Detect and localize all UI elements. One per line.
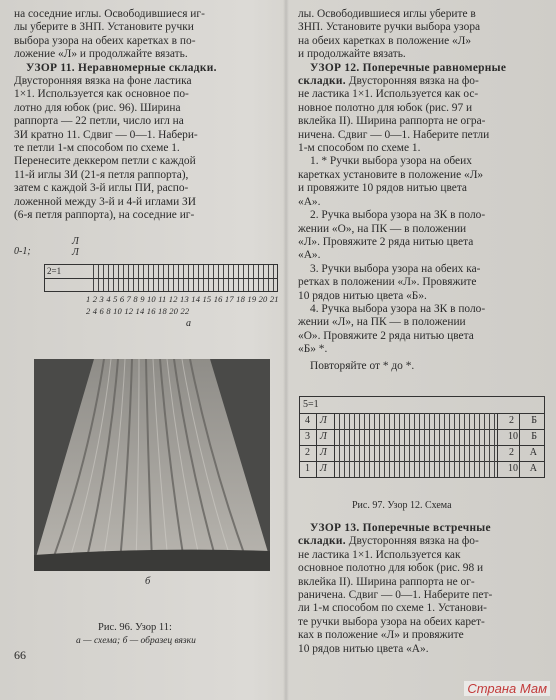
row-count: 2: [509, 447, 514, 458]
schema-97: [299, 390, 547, 490]
mark-letter: Л: [72, 236, 79, 247]
row-count: 10: [508, 431, 518, 442]
row-mark: Л: [320, 463, 327, 474]
repeat-instruction: Повторяйте от * до *.: [310, 359, 415, 372]
pattern-12-title: УЗОР 12. Поперечные равномерные: [310, 61, 507, 74]
text-line: ках в положение «Л» и провяжите: [298, 629, 464, 642]
step-line: и провяжите 10 рядов нитью цвета: [298, 182, 467, 195]
row-number: 4: [305, 415, 310, 426]
text-line: (6-я петля раппорта), на соседние иг-: [14, 209, 195, 222]
row-color: А: [529, 447, 537, 458]
pattern-13-block: [298, 522, 546, 656]
pattern-13-title: УЗОР 13. Поперечные встречные: [310, 522, 491, 534]
knitting-sample-photo: [34, 359, 270, 571]
grid-col-line: [519, 413, 520, 477]
page-number: 66: [14, 648, 26, 662]
text-line: не ластика 1×1. Используется как: [298, 548, 461, 561]
mark-letter: Л: [72, 247, 79, 258]
row-label: 2=1: [47, 266, 62, 276]
step-line: 10 рядов нитью цвета «Б».: [298, 289, 427, 302]
text-line: Двусторонняя вязка на фоне ластика: [14, 75, 192, 88]
text-line: затем с каждой 3-й иглы ПИ, распо-: [14, 182, 189, 195]
step-line: 4. Ручка выбора узора на ЗК в поло-: [310, 302, 486, 315]
row-color: Б: [531, 415, 537, 426]
schema-grid: [299, 396, 545, 478]
step-line: «А».: [298, 195, 321, 208]
pattern-13-first-line: [298, 535, 546, 548]
step-line: 3. Ручки выбора узора на обеих ка-: [310, 262, 481, 275]
step-line: «Л». Провяжите 2 ряда нитью цвета: [298, 235, 474, 248]
text-line: лотно для юбок (рис. 96). Ширина: [14, 101, 181, 114]
text-line: 10 рядов нитью цвета «А».: [298, 642, 429, 655]
text-line: Перенесите деккером петли с каждой: [14, 155, 196, 168]
text-line: 11-й иглы ЗИ (21-я петля раппорта),: [14, 168, 189, 181]
text-line: раничена. Сдвиг — 0—1. Наберите пет-: [298, 589, 493, 602]
text-line: ничена. Сдвиг — 0—1. Наберите петли: [298, 128, 490, 141]
site-watermark: Страна Мам: [464, 681, 550, 696]
schema-grid: [44, 264, 278, 292]
shift-mark: 0-1;: [14, 246, 31, 257]
row-count: 10: [508, 463, 518, 474]
needle-numbers-top: 1 2 3 4 5 6 7 8 9 10 11 12 13 14 15 16 17 18 19 20 21: [86, 294, 279, 304]
photo-label-b: б: [145, 576, 151, 587]
stitch-cells: [334, 413, 498, 477]
text-line: ЗНП. Установите ручки выбора узора: [298, 21, 481, 34]
text-line: те ручки выбора узора на обеих карет-: [298, 615, 485, 628]
row-mark: Л: [320, 431, 327, 442]
schema-label-a: а: [186, 318, 191, 329]
text-fragment: Двусторонняя вязка на фо-: [348, 75, 479, 88]
text-fragment: Двусторонняя вязка на фо-: [348, 535, 479, 548]
grid-row-line: [45, 278, 277, 279]
step-line: «А».: [298, 249, 321, 262]
text-line: вклейка II). Ширина раппорта не ог-: [298, 575, 475, 588]
text-line: основное полотно для юбок (рис. 98 и: [298, 562, 484, 575]
text-line: ложение «Л» и продолжайте вязать.: [14, 48, 188, 61]
right-column: [298, 8, 546, 373]
pleated-fabric-image: [34, 359, 270, 571]
text-line: ЗИ кратно 11. Сдвиг — 0—1. Набери-: [14, 128, 198, 141]
step-line: каретках установите в положение «Л»: [298, 168, 484, 181]
grid-col-line: [316, 413, 317, 477]
step-line: «Б» *.: [298, 343, 328, 356]
needle-numbers-bottom: 2 4 6 8 10 12 14 16 18 20 22: [86, 306, 190, 316]
figure-96-caption: Рис. 96. Узор 11:: [98, 622, 172, 633]
grid-col-line: [497, 413, 498, 477]
text-line: раппорта — 22 петли, число игл на: [14, 115, 184, 128]
text-line: те петли 1-м способом по схеме 1.: [14, 142, 180, 155]
row-mark: Л: [320, 415, 327, 426]
text-line: вклейка II). Ширина раппорта не огра-: [298, 115, 486, 128]
text-line: на соседние иглы. Освободившиеся иг-: [14, 8, 205, 20]
grid-col-line: [334, 413, 335, 477]
row-number: 1: [305, 463, 310, 474]
text-line: 1×1. Используется как основное по-: [14, 88, 189, 101]
pattern-12-title-cont: складки.: [298, 75, 346, 88]
row-number: 2: [305, 447, 310, 458]
figure-96-subcaption: а — схема; б — образец вязки: [76, 636, 196, 646]
text-line: 1-м способом по схеме 1.: [298, 142, 421, 155]
text-line: новное полотно для юбок (рис. 97 и: [298, 101, 473, 114]
row-color: А: [529, 463, 537, 474]
row-number: 3: [305, 431, 310, 442]
step-line: жении «О», на ПК — в положении: [298, 222, 467, 235]
text-line: лы уберите в ЗНП. Установите ручки: [14, 21, 194, 34]
text-line: на обеих каретках в положение «Л»: [298, 34, 472, 47]
text-line: ложенной между 3-й и 4-й иглами ЗИ: [14, 195, 196, 208]
row-color: Б: [531, 431, 537, 442]
row-header: 5=1: [303, 399, 319, 410]
text-line: и продолжайте вязать.: [298, 48, 406, 61]
step-line: 2. Ручка выбора узора на ЗК в поло-: [310, 209, 486, 222]
step-line: ретках в положении «Л». Провяжите: [298, 276, 477, 289]
step-line: жении «Л», на ПК — в положении: [298, 316, 466, 329]
text-line: ли 1-м способом по схеме 1. Установи-: [298, 602, 487, 615]
text-line: выбора узора на обеих каретках в по-: [14, 34, 196, 47]
pattern-11-title: УЗОР 11. Неравномерные складки.: [26, 61, 217, 74]
text-line: не ластика 1×1. Используется как ос-: [298, 88, 479, 101]
schema-96a: [14, 236, 279, 332]
step-line: «О». Провяжите 2 ряда нитью цвета: [298, 329, 474, 342]
row-mark: Л: [320, 447, 327, 458]
pattern-12-first-line: [298, 75, 546, 88]
text-line: лы. Освободившиеся иглы уберите в: [298, 8, 476, 20]
figure-97-caption: Рис. 97. Узор 12. Схема: [352, 500, 452, 511]
step-line: 1. * Ручки выбора узора на обеих: [310, 155, 472, 168]
page-gutter: [283, 0, 289, 700]
left-column: [14, 8, 272, 223]
row-count: 2: [509, 415, 514, 426]
pattern-13-title-cont: складки.: [298, 535, 346, 548]
